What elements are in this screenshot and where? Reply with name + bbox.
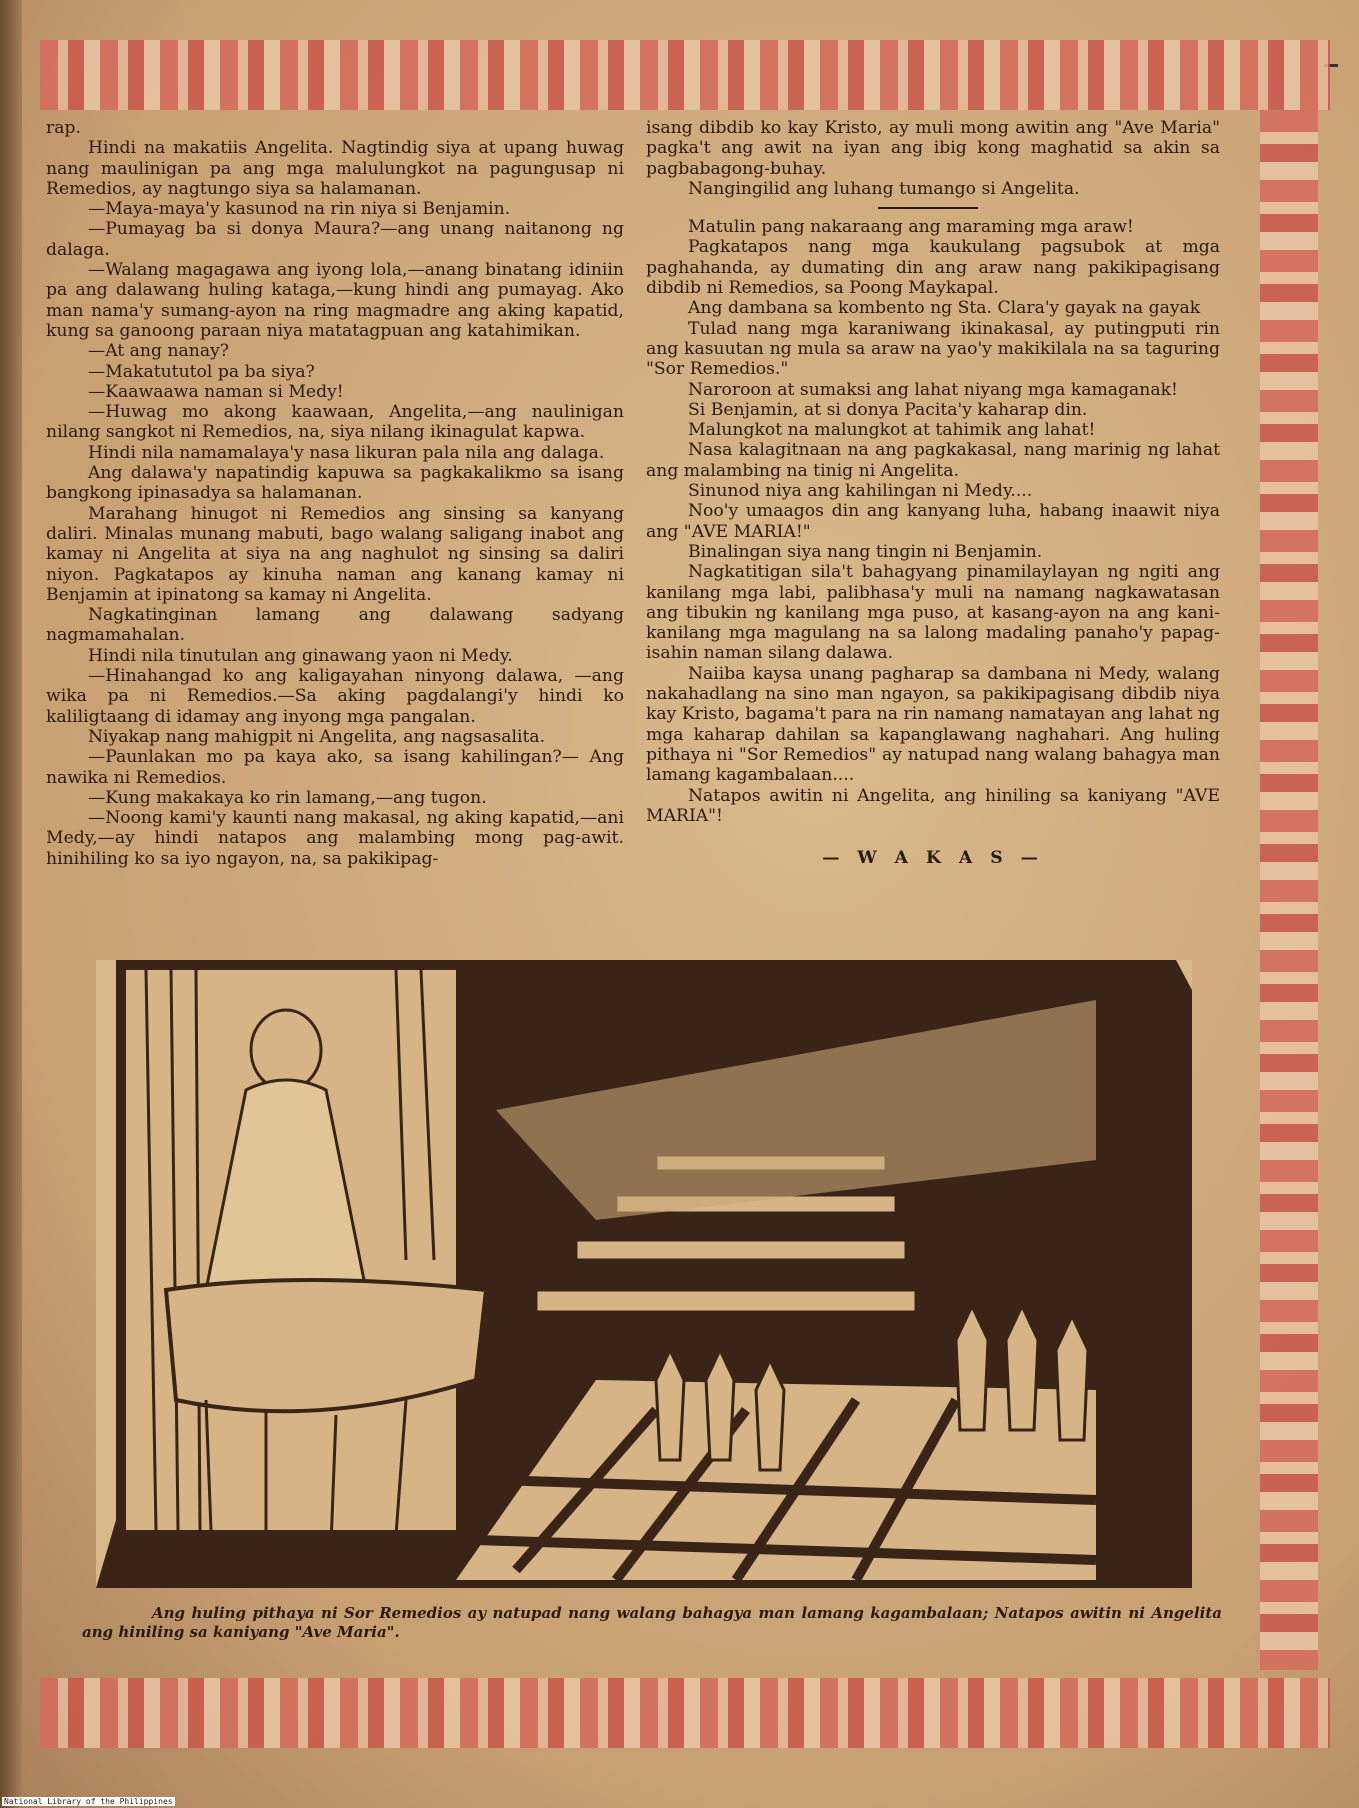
paragraph: —At ang nanay? — [88, 341, 230, 362]
paragraph: Nagkatitigan sila't bahagyang pinamilaylayan ng ngiti ang kanilang mga labi, palibhasa'y muli na namang nagkawatasan ang tibukin ng kanilang mga puso, at kasang-ayon na ang kani-kanilang mga magulang na sa lalong madaling panaho'y papag-isahin naman silang dalawa. — [646, 562, 1220, 664]
library-footer: National Library of the Philippines — [4, 1797, 173, 1806]
paragraph: Nagkatinginan lamang ang dalawang sadyang nagmamahalan. — [46, 605, 624, 646]
paragraph: —Hinahangad ko ang kaligayahan ninyong dalawa, —ang wika pa ni Remedios.—Sa aking pagdalangi'y hindi ko kaliligtaang di idamay ang inyong mga pangalan. — [46, 666, 624, 727]
paragraph: Marahang hinugot ni Remedios ang sinsing sa kanyang daliri. Minalas munang mabuti, bago walang saligang inabot ang kamay ni Angelita at siya na ang naghulot ng sinsing sa daliri niyon. Pagkatapos ay kinuha naman ang kanang kamay ni Benjamin at ipinatong sa kamay ni Angelita. — [46, 503, 624, 605]
decorative-border-top — [40, 40, 1330, 110]
illustration-drawing — [96, 960, 1192, 1588]
paragraph: Hindi nila tinutulan ang ginawang yaon ni Medy. — [88, 645, 513, 666]
illustration-caption: Ang huling pithaya ni Sor Remedios ay natupad nang walang bahagya man lamang kagambalaan; Natapos awitin ni Angelita ang hiniling sa kaniyang "Ave Maria". — [82, 1604, 1222, 1641]
paragraph: Ang dambana sa kombento ng Sta. Clara'y gayak na gayak — [688, 298, 1201, 319]
paragraph: Si Benjamin, at si donya Pacita'y kaharap din. — [688, 399, 1088, 420]
paragraph: Nasa kalagitnaan na ang pagkakasal, nang marinig ng lahat ang malambing na tinig ni Angelita. — [646, 440, 1220, 481]
story-illustration — [96, 960, 1192, 1588]
paragraph: Malungkot na malungkot at tahimik ang lahat! — [688, 420, 1096, 441]
left-text-column — [46, 118, 624, 869]
right-text-column — [646, 118, 1220, 868]
paragraph: Binalingan siya nang tingin ni Benjamin. — [688, 541, 1043, 562]
paragraph: Tulad nang mga karaniwang ikinakasal, ay putingputi rin ang kasuutan ng mula sa araw na yao'y makikilala na sa taguring "Sor Remedios." — [646, 318, 1220, 380]
paragraph: Pagkatapos nang mga kaukulang pagsubok at mga paghahanda, ay dumating din ang araw nang pakikipagisang dibdib ni Remedios, sa Poong Maykapal. — [646, 237, 1220, 299]
paragraph: —Walang magagawa ang iyong lola,—anang binatang idiniin pa ang dalawang huling kataga,—kung hindi ang pumayag. Ako man nama'y sumang-ayon na ring magmadre ang aking kapatid, kung sa ganoong paraan niya matatagpuan ang katahimikan. — [46, 260, 624, 341]
paragraph: Noo'y umaagos din ang kanyang luha, habang inaawit niya ang "AVE MARIA!" — [646, 501, 1220, 542]
paragraph: Natapos awitin ni Angelita, ang hiniling sa kaniyang "AVE MARIA"! — [646, 785, 1220, 826]
paragraph: isang dibdib ko kay Kristo, ay muli mong awitin ang "Ave Maria" pagka't ang awit na iyan ang ibig kong maghatid sa akin sa pagbabagong-buhay. — [646, 118, 1220, 179]
paragraph: —Kung makakaya ko rin lamang,—ang tugon. — [88, 787, 487, 808]
paragraph: Ang dalawa'y napatindig kapuwa sa pagkakalikmo sa isang bangkong ipinasadya sa halamanan. — [46, 463, 624, 504]
paragraph: Niyakap nang mahigpit ni Angelita, ang nagsasalita. — [88, 726, 546, 747]
paragraph: Hindi nila namamalaya'y nasa likuran pala nila ang dalaga. — [88, 442, 605, 463]
section-separator — [878, 207, 978, 209]
paragraph: —Makatututol pa ba siya? — [88, 361, 315, 382]
paragraph: —Kaawaawa naman si Medy! — [88, 381, 344, 402]
paragraph: —Huwag mo akong kaawaan, Angelita,—ang naulinigan nilang sangkot ni Remedios, na, siya nilang ikinagulat kapwa. — [46, 402, 624, 443]
paragraph: —Noong kami'y kaunti nang makasal, ng aking kapatid,—ani Medy,—ay hindi natapos ang malambing mong pag-awit. hinihiling ko sa iyo ngayon, na, sa pakikipag- — [46, 808, 624, 869]
paragraph: Naiiba kaysa unang pagharap sa dambana ni Medy, walang nakahadlang na sino man ngayon, sa pakikipagisang dibdib niya kay Kristo, bagama't para na rin namang namatayan ang lahat ng mga kaharap dahilan sa kapanglawang naghahari. Ang huling pithaya ni "Sor Remedios" ay natupad nang walang bahagya man lamang kagambalaan.... — [646, 663, 1220, 786]
binding-spine — [0, 0, 22, 1808]
paragraph: —Paunlakan mo pa kaya ako, sa isang kahilingan?— Ang nawika ni Remedios. — [46, 747, 624, 788]
paragraph: —Pumayag ba si donya Maura?—ang unang naitanong ng dalaga. — [46, 219, 624, 260]
right-column-part-a — [646, 118, 1220, 199]
paragraph: Naroroon at sumaksi ang lahat niyang mga kamaganak! — [688, 379, 1178, 400]
end-mark: — W A K A S — — [822, 848, 1044, 869]
paragraph: Matulin pang nakaraang ang maraming mga araw! — [688, 217, 1134, 238]
paragraph: rap. — [46, 118, 81, 138]
paragraph: Nangingilid ang luhang tumango si Angelita. — [688, 178, 1080, 199]
paragraph: —Maya-maya'y kasunod na rin niya si Benjamin. — [88, 199, 511, 220]
paragraph: Hindi na makatiis Angelita. Nagtindig siya at upang huwag nang maulinigan pa ang mga malulungkot na pagungusap ni Remedios, ay nagtungo siya sa halamanan. — [46, 138, 624, 199]
decorative-border-bottom — [40, 1678, 1330, 1748]
right-column-part-b — [646, 217, 1220, 826]
paragraph: Sinunod niya ang kahilingan ni Medy.... — [688, 481, 1033, 502]
decorative-border-right — [1260, 110, 1318, 1670]
